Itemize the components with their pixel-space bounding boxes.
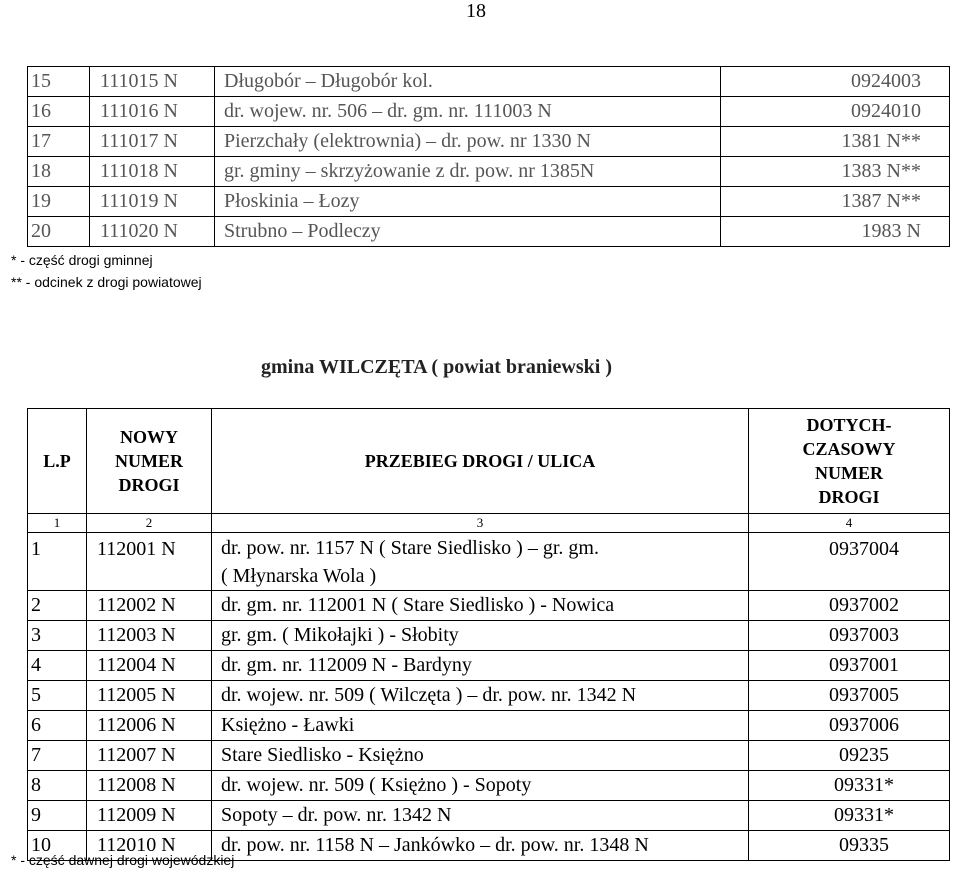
table-row [28,533,950,591]
table-row [28,771,950,801]
row-lp: 16 [28,97,90,127]
header-new-number-line3: DROGI [118,475,180,495]
header-old-number-line3: NUMER [815,463,883,483]
row-route: dr. wojew. nr. 509 ( Księżno ) - Sopoty [212,771,749,801]
row-route-line2: ( Młynarska Wola ) [221,565,377,587]
row-lp: 4 [28,651,87,681]
row-route: Stare Siedlisko - Księżno [212,741,749,771]
table-row [28,157,950,187]
header-old-number-line1: DOTYCH- [806,415,892,435]
table-row [28,187,950,217]
row-route: gr. gminy – skrzyżowanie z dr. pow. nr 1385N [215,157,721,187]
row-lp: 17 [28,127,90,157]
row-old-number: 0937005 [749,681,950,711]
row-road-number: 112004 N [87,651,212,681]
column-number: 4 [749,514,950,533]
row-old-number: 1387 N** [721,187,950,217]
row-lp: 7 [28,741,87,771]
row-road-number: 111020 N [90,217,215,247]
table-row [28,127,950,157]
row-old-number: 09235 [749,741,950,771]
table-row [28,681,950,711]
table-row [28,591,950,621]
row-road-number: 111016 N [90,97,215,127]
header-lp: L.P [28,409,87,514]
row-old-number: 0924010 [721,97,950,127]
row-route: dr. pow. nr. 1158 N – Jankówko – dr. pow. nr. 1348 N [212,831,749,861]
column-number: 2 [87,514,212,533]
table-row [28,217,950,247]
table-row [28,97,950,127]
row-road-number: 111018 N [90,157,215,187]
row-route: Księżno - Ławki [212,711,749,741]
header-new-number-line2: NUMER [115,451,183,471]
row-road-number: 112009 N [87,801,212,831]
row-lp: 10 [28,831,87,861]
row-route [212,533,749,591]
table-row [28,741,950,771]
row-old-number: 09335 [749,831,950,861]
row-lp: 19 [28,187,90,217]
roads-table-continued [27,66,950,247]
row-road-number: 111015 N [90,67,215,97]
row-lp: 20 [28,217,90,247]
header-new-number [87,409,212,514]
table-row [28,651,950,681]
table-row [28,801,950,831]
row-lp: 5 [28,681,87,711]
row-route: Długobór – Długobór kol. [215,67,721,97]
row-old-number: 0937003 [749,621,950,651]
row-route: Pierzchały (elektrownia) – dr. pow. nr 1330 N [215,127,721,157]
row-old-number: 0937004 [749,533,950,591]
header-old-number [749,409,950,514]
row-old-number: 0937002 [749,591,950,621]
row-route: Sopoty – dr. pow. nr. 1342 N [212,801,749,831]
row-route: Strubno – Podleczy [215,217,721,247]
row-old-number: 1381 N** [721,127,950,157]
header-route: PRZEBIEG DROGI / ULICA [212,409,749,514]
footnote-municipal-road: * - część drogi gminnej [11,252,153,268]
column-number-row [28,514,950,533]
row-lp: 18 [28,157,90,187]
section-title: gmina WILCZĘTA ( powiat braniewski ) [261,356,612,378]
row-route: dr. wojew. nr. 509 ( Wilczęta ) – dr. pow. nr. 1342 N [212,681,749,711]
row-road-number: 112003 N [87,621,212,651]
row-road-number: 112002 N [87,591,212,621]
column-number: 3 [212,514,749,533]
page-number: 18 [466,0,486,22]
row-lp: 9 [28,801,87,831]
row-old-number: 09331* [749,801,950,831]
header-new-number-line1: NOWY [120,427,178,447]
table-row [28,711,950,741]
row-old-number: 1383 N** [721,157,950,187]
row-old-number: 09331* [749,771,950,801]
row-lp: 15 [28,67,90,97]
row-route-line1: dr. pow. nr. 1157 N ( Stare Siedlisko ) – gr. gm. [221,537,599,559]
row-lp: 1 [28,533,87,591]
column-number: 1 [28,514,87,533]
table-header-row [28,409,950,514]
row-route: gr. gm. ( Mikołajki ) - Słobity [212,621,749,651]
header-old-number-line2: CZASOWY [802,439,896,459]
row-route: dr. gm. nr. 112001 N ( Stare Siedlisko ) - Nowica [212,591,749,621]
row-road-number: 111017 N [90,127,215,157]
footnote-county-road-section: ** - odcinek z drogi powiatowej [11,274,202,290]
header-old-number-line4: DROGI [818,487,880,507]
row-road-number: 111019 N [90,187,215,217]
row-road-number: 112007 N [87,741,212,771]
row-road-number: 112006 N [87,711,212,741]
roads-table-wilczeta [27,408,950,861]
row-route: dr. gm. nr. 112009 N - Bardyny [212,651,749,681]
footnote-former-voivodeship-road: * - część dawnej drogi wojewódzkiej [11,852,235,868]
table-row [28,67,950,97]
row-road-number: 112010 N [87,831,212,861]
row-lp: 8 [28,771,87,801]
row-route: dr. wojew. nr. 506 – dr. gm. nr. 111003 N [215,97,721,127]
row-lp: 2 [28,591,87,621]
row-road-number: 112008 N [87,771,212,801]
table-row [28,621,950,651]
row-old-number: 1983 N [721,217,950,247]
row-old-number: 0924003 [721,67,950,97]
row-road-number: 112005 N [87,681,212,711]
row-road-number: 112001 N [87,533,212,591]
row-route: Płoskinia – Łozy [215,187,721,217]
row-old-number: 0937001 [749,651,950,681]
row-lp: 3 [28,621,87,651]
row-old-number: 0937006 [749,711,950,741]
row-lp: 6 [28,711,87,741]
